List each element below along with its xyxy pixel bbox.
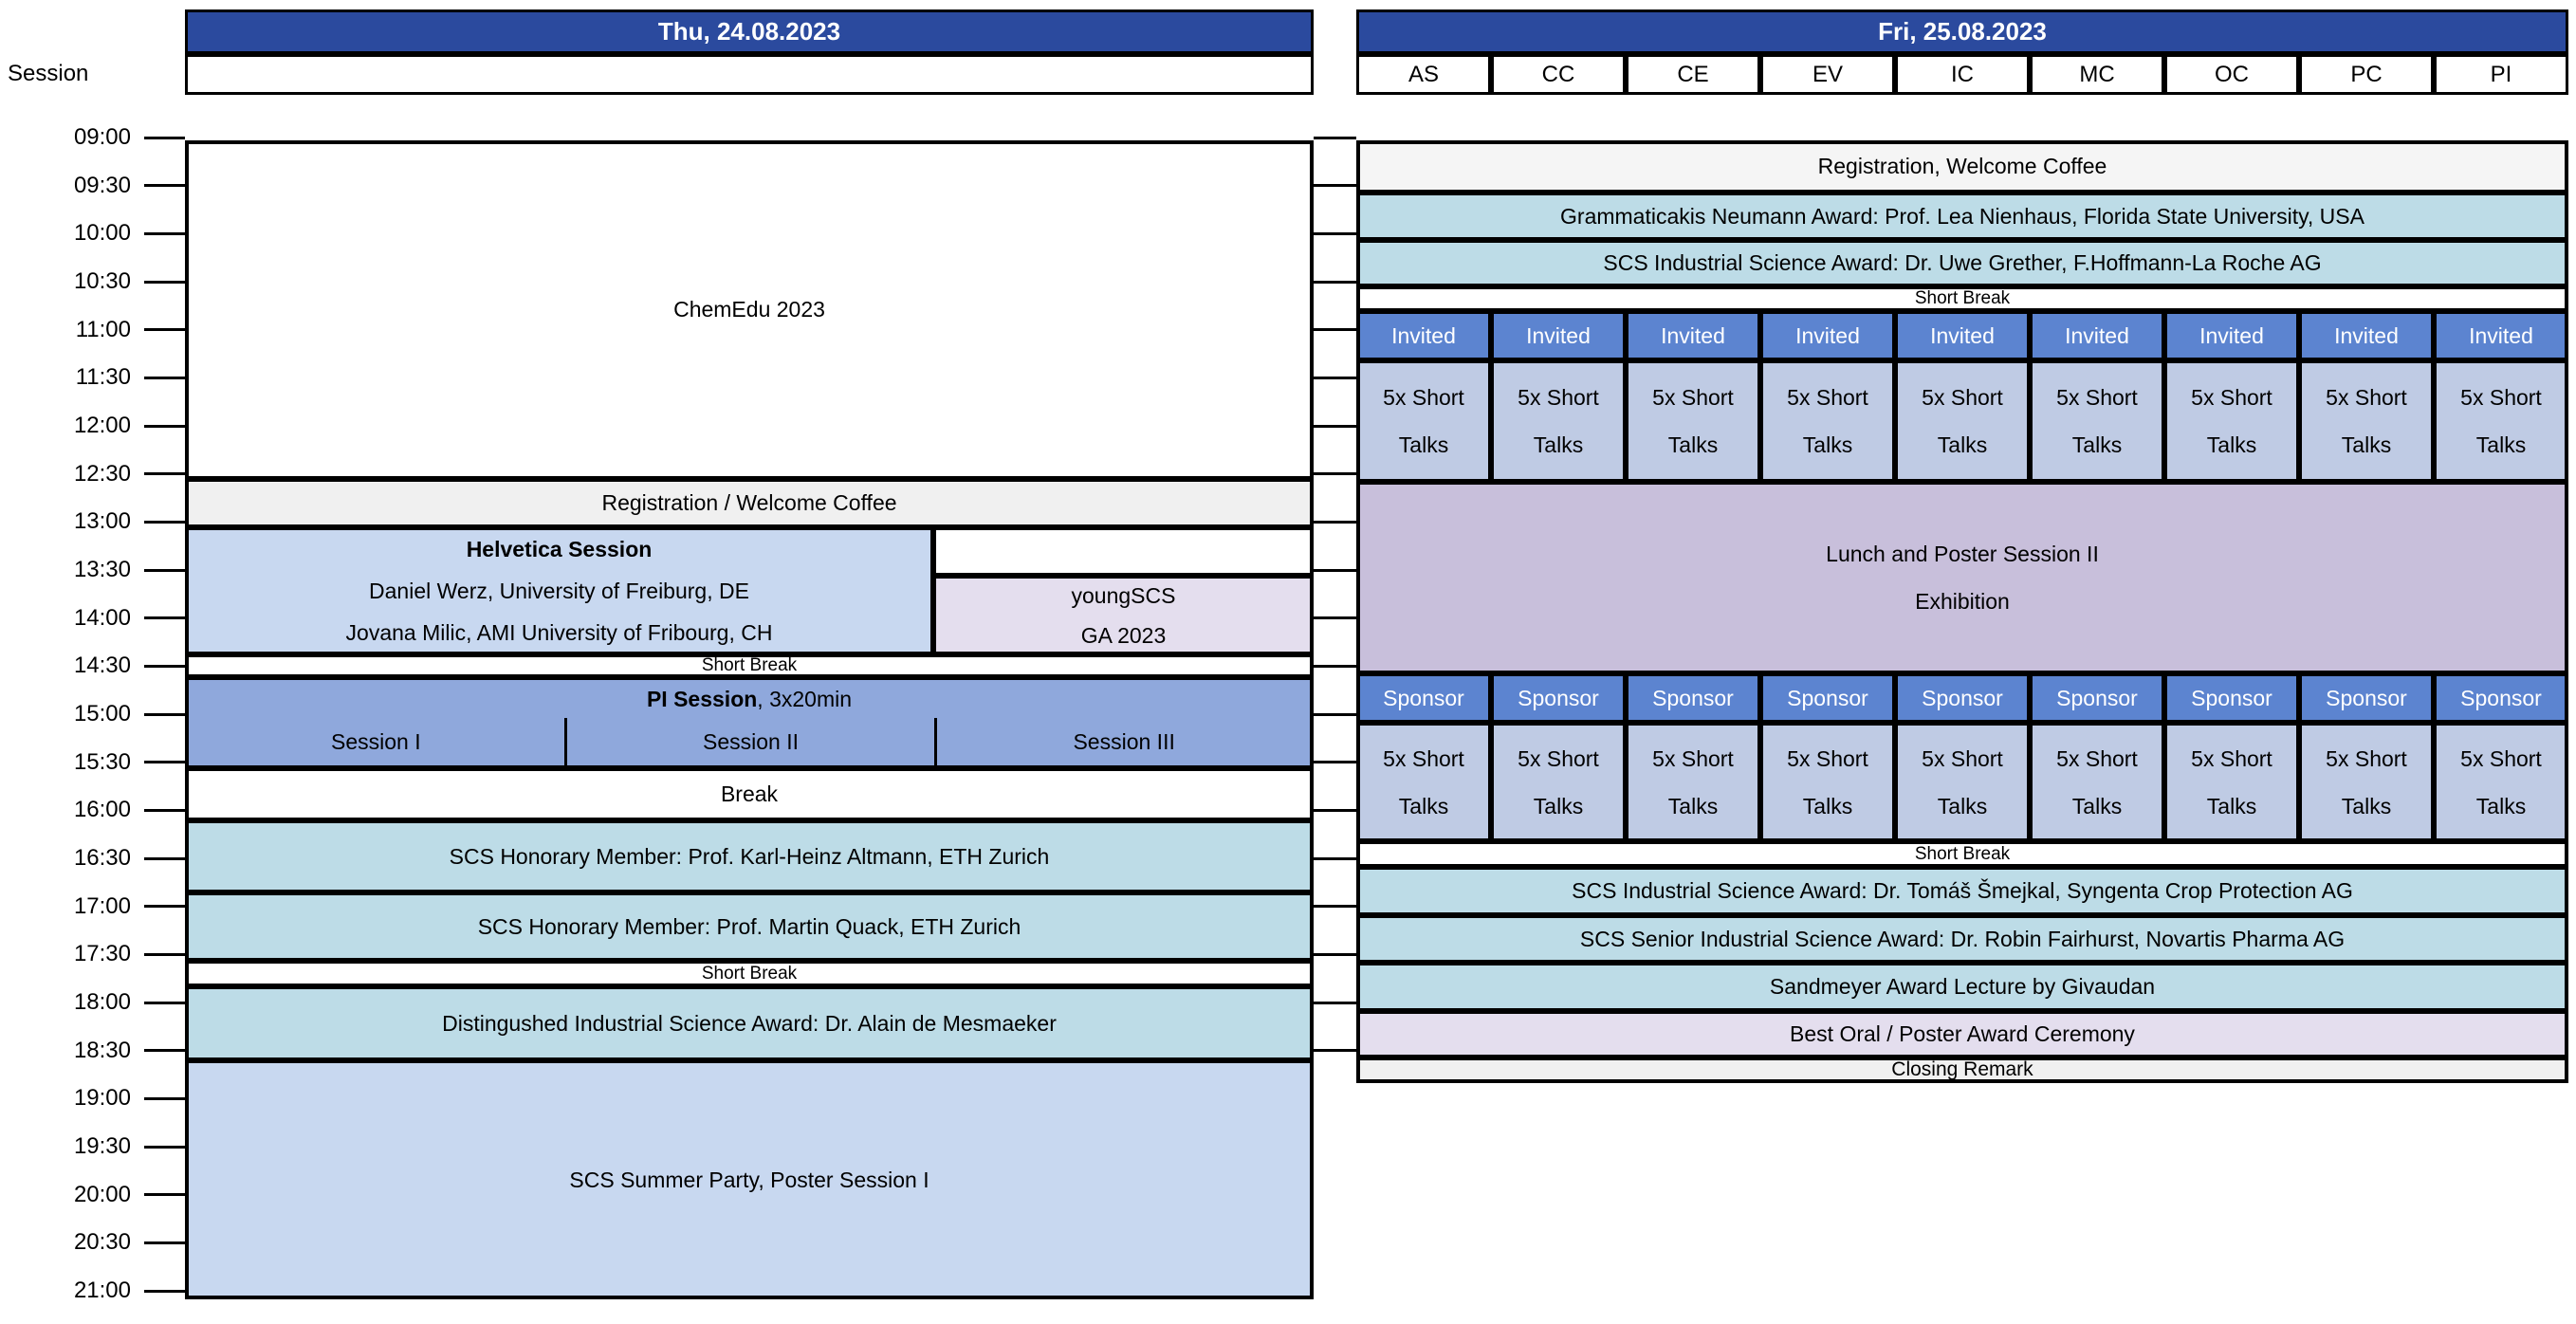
event-label: Talks <box>2071 432 2123 457</box>
event-label: Best Oral / Poster Award Ceremony <box>1790 1021 2135 1047</box>
tick-mark <box>144 377 185 379</box>
thursday-session-row <box>185 54 1314 95</box>
time-label: 13:30 <box>73 557 131 582</box>
time-label: 15:00 <box>73 701 131 726</box>
event-label: SCS Industrial Science Award: Dr. Uwe Grether, F.Hoffmann-La Roche AG <box>1603 250 2322 276</box>
pi-session-3: Session III <box>1073 728 1175 754</box>
event-block-distinguished-award <box>185 986 1314 1060</box>
event-label: Short Break <box>701 655 798 676</box>
event-label: Short Break <box>1914 843 2011 864</box>
event-block-invited-row-mc <box>2030 311 2164 360</box>
event-block-short-break-2 <box>1356 841 2568 867</box>
event-block-short-break-2 <box>185 961 1314 986</box>
gutter-tick-mark <box>1314 184 1356 187</box>
event-label: , 3x20min <box>757 687 853 711</box>
gutter-tick-mark <box>1314 761 1356 763</box>
tick-mark <box>144 328 185 331</box>
event-label: Lunch and Poster Session II <box>1826 542 2099 566</box>
event-block-short-talks-row-1-ic <box>1895 360 2030 482</box>
event-label: 5x Short <box>1922 745 2003 771</box>
event-label: Sponsor <box>1787 685 1868 710</box>
time-label: 12:00 <box>73 413 131 438</box>
event-label: 5x Short <box>2326 745 2407 771</box>
event-label: Talks <box>1398 793 1449 818</box>
event-label: Invited <box>1930 322 1995 348</box>
event-label: Short Break <box>1914 288 2011 309</box>
gutter-tick-mark <box>1314 377 1356 379</box>
event-block-helvetica-session <box>185 527 933 654</box>
gutter-tick-mark <box>1314 809 1356 812</box>
event-label: 5x Short <box>2056 745 2138 771</box>
gutter-tick-mark <box>1314 425 1356 428</box>
event-label: Registration / Welcome Coffee <box>601 490 897 516</box>
track-label: OC <box>2215 61 2249 87</box>
event-block-invited-row-ev <box>1760 311 1895 360</box>
event-label: Sponsor <box>1518 685 1599 710</box>
gutter-tick-mark <box>1314 1049 1356 1052</box>
gutter-tick-mark <box>1314 713 1356 716</box>
track-header-pc <box>2299 54 2434 95</box>
event-block-short-break-1 <box>185 654 1314 677</box>
event-block-sponsor-row-mc <box>2030 673 2164 723</box>
event-label: Distingushed Industrial Science Award: Dr. Alain de Mesmaeker <box>442 1010 1057 1036</box>
thursday-title: Thu, 24.08.2023 <box>657 17 841 46</box>
tick-mark <box>144 1241 185 1244</box>
event-block-short-talks-row-2-ce <box>1626 723 1760 841</box>
track-header-mc <box>2030 54 2164 95</box>
event-label: 5x Short <box>2460 385 2542 410</box>
event-label: SCS Honorary Member: Prof. Karl-Heinz Altmann, ETH Zurich <box>449 843 1050 869</box>
event-label: Sponsor <box>1922 685 2003 710</box>
time-label: 17:00 <box>73 892 131 919</box>
event-label: SCS Honorary Member: Prof. Martin Quack, ETH Zurich <box>477 913 1021 939</box>
event-label: PI Session <box>646 687 758 711</box>
track-label: AS <box>1408 61 1439 87</box>
event-block-sponsor-row-cc <box>1491 673 1626 723</box>
event-block-short-talks-row-1-mc <box>2030 360 2164 482</box>
thursday-header <box>185 9 1314 54</box>
tick-mark <box>144 1049 185 1052</box>
gutter-tick-mark <box>1314 137 1356 139</box>
tick-mark <box>144 184 185 187</box>
event-label: Closing Remark <box>1891 1058 2033 1081</box>
gutter-tick-mark <box>1314 472 1356 475</box>
track-header-cc <box>1491 54 1626 95</box>
event-block-scs-industrial-award-grether <box>1356 240 2568 286</box>
event-block-invited-row-ic <box>1895 311 2030 360</box>
tick-mark <box>144 1290 185 1293</box>
tick-mark <box>144 1097 185 1100</box>
event-label: 5x Short <box>1652 385 1734 410</box>
pi-session-1: Session I <box>331 728 421 754</box>
gutter-tick-mark <box>1314 281 1356 284</box>
event-block-short-talks-row-2-ev <box>1760 723 1895 841</box>
event-label: Sponsor <box>2191 685 2272 710</box>
event-block-short-talks-row-2-as <box>1356 723 1491 841</box>
tick-mark <box>144 953 185 956</box>
track-label: CE <box>1677 61 1709 87</box>
event-label: Talks <box>2071 793 2123 818</box>
event-block-honorary-quack <box>185 892 1314 961</box>
event-label: Grammaticakis Neumann Award: Prof. Lea Nienhaus, Florida State University, USA <box>1560 203 2364 229</box>
event-block-chemedu-2023 <box>185 140 1314 479</box>
event-label: Sponsor <box>2326 685 2407 710</box>
event-label: Talks <box>1533 793 1584 818</box>
gutter-tick-mark <box>1314 616 1356 619</box>
gutter-tick-mark <box>1314 328 1356 331</box>
gutter-tick-mark <box>1314 1002 1356 1004</box>
event-label: SCS Industrial Science Award: Dr. Tomáš Šmejkal, Syngenta Crop Protection AG <box>1572 878 2353 904</box>
event-label: 5x Short <box>1518 385 1599 410</box>
time-label: 14:30 <box>73 653 131 679</box>
tick-mark <box>144 1146 185 1149</box>
time-label: 12:30 <box>73 460 131 487</box>
track-label: IC <box>1951 61 1974 87</box>
tick-mark <box>144 857 185 860</box>
gutter-tick-mark <box>1314 569 1356 572</box>
tick-mark <box>144 713 185 716</box>
event-label: Invited <box>2469 322 2533 348</box>
event-label: 5x Short <box>1787 385 1868 410</box>
event-label: 5x Short <box>2191 385 2272 410</box>
event-label: Invited <box>2199 322 2264 348</box>
event-block-sponsor-row-as <box>1356 673 1491 723</box>
track-header-ic <box>1895 54 2030 95</box>
time-label: 19:30 <box>73 1133 131 1159</box>
event-label: Talks <box>1667 432 1719 457</box>
track-header-ce <box>1626 54 1760 95</box>
event-label: Sponsor <box>1383 685 1464 710</box>
event-block-short-talks-row-2-cc <box>1491 723 1626 841</box>
track-header-pi <box>2434 54 2568 95</box>
tick-mark <box>144 425 185 428</box>
event-block-registration-welcome-coffee <box>1356 140 2568 193</box>
event-label: Talks <box>2341 793 2392 818</box>
time-label: 14:00 <box>73 604 131 631</box>
event-label: ChemEdu 2023 <box>673 297 825 322</box>
event-label: Sponsor <box>2056 685 2138 710</box>
event-block-lunch-poster-session <box>1356 482 2568 673</box>
event-label: Talks <box>1802 432 1853 457</box>
event-label: 5x Short <box>1652 745 1734 771</box>
tick-mark <box>144 137 185 139</box>
event-block-short-talks-row-1-cc <box>1491 360 1626 482</box>
track-label: PC <box>2350 61 2383 87</box>
event-label: Short Break <box>701 963 798 984</box>
friday-header <box>1356 9 2568 54</box>
event-label: 5x Short <box>1383 385 1464 410</box>
time-label: 18:30 <box>73 1037 131 1063</box>
event-block-best-oral-poster-award <box>1356 1011 2568 1057</box>
event-label: Talks <box>1937 432 1988 457</box>
event-label: Helvetica Session <box>466 537 653 561</box>
event-label: Talks <box>2206 793 2257 818</box>
time-label: 16:30 <box>73 845 131 871</box>
gutter-tick-mark <box>1314 665 1356 668</box>
event-block-sponsor-row-ev <box>1760 673 1895 723</box>
tick-mark <box>144 1193 185 1196</box>
time-label: 10:00 <box>73 220 131 247</box>
event-block-honorary-altmann <box>185 820 1314 892</box>
event-block-short-talks-row-1-pi <box>2434 360 2568 482</box>
tick-mark <box>144 472 185 475</box>
time-label: 19:00 <box>73 1085 131 1112</box>
gutter-tick-mark <box>1314 521 1356 524</box>
time-label: 09:30 <box>73 172 131 198</box>
event-block-sponsor-row-ce <box>1626 673 1760 723</box>
session-row-label: Session <box>8 61 89 86</box>
event-label: Talks <box>2206 432 2257 457</box>
event-label: 5x Short <box>2191 745 2272 771</box>
event-block-registration-welcome-coffee <box>185 479 1314 527</box>
event-block-invited-row-as <box>1356 311 1491 360</box>
event-block-invited-row-ce <box>1626 311 1760 360</box>
event-block-grammaticakis-neumann-award <box>1356 193 2568 240</box>
track-label: MC <box>2079 61 2115 87</box>
event-block-sponsor-row-pi <box>2434 673 2568 723</box>
event-label: Invited <box>1661 322 1725 348</box>
event-label: Sandmeyer Award Lecture by Givaudan <box>1769 974 2156 1000</box>
event-block-invited-row-pi <box>2434 311 2568 360</box>
event-label: Talks <box>2341 432 2392 457</box>
event-block-short-talks-row-2-pi <box>2434 723 2568 841</box>
event-block-short-talks-row-1-oc <box>2164 360 2299 482</box>
track-label: CC <box>1541 61 1575 87</box>
event-block-short-talks-row-2-ic <box>1895 723 2030 841</box>
time-label: 10:30 <box>73 268 131 294</box>
event-block-empty-slot <box>933 527 1314 576</box>
event-label: Sponsor <box>1652 685 1734 710</box>
event-block-youngscs-ga-2023 <box>933 576 1314 654</box>
event-label: Invited <box>2334 322 2399 348</box>
event-label: Exhibition <box>1915 589 2010 614</box>
time-label: 17:30 <box>73 941 131 967</box>
event-label: 5x Short <box>1787 745 1868 771</box>
event-block-short-talks-row-2-oc <box>2164 723 2299 841</box>
time-label: 09:00 <box>73 124 131 150</box>
time-label: 21:00 <box>73 1278 131 1303</box>
tick-mark <box>144 232 185 235</box>
event-label: 5x Short <box>1922 385 2003 410</box>
tick-mark <box>144 521 185 524</box>
event-label: Invited <box>1795 322 1860 348</box>
event-label: 5x Short <box>2056 385 2138 410</box>
tick-mark <box>144 761 185 763</box>
event-block-sponsor-row-oc <box>2164 673 2299 723</box>
event-label: Talks <box>1802 793 1853 818</box>
event-label: Daniel Werz, University of Freiburg, DE <box>369 579 749 603</box>
time-label: 18:00 <box>73 989 131 1015</box>
tick-mark <box>144 809 185 812</box>
event-block-closing-remark <box>1356 1057 2568 1083</box>
event-label: Invited <box>2065 322 2129 348</box>
event-block-sandmeyer-award <box>1356 963 2568 1011</box>
event-block-short-break-1 <box>1356 286 2568 311</box>
event-label: Invited <box>1526 322 1591 348</box>
event-block-pi-session <box>185 677 1314 768</box>
tick-mark <box>144 665 185 668</box>
event-block-short-talks-row-1-as <box>1356 360 1491 482</box>
time-label: 20:30 <box>73 1229 131 1256</box>
event-label: Sponsor <box>2460 685 2542 710</box>
event-block-invited-row-cc <box>1491 311 1626 360</box>
event-label: Invited <box>1391 322 1456 348</box>
event-label: youngSCS <box>1071 582 1176 608</box>
event-block-scs-industrial-award-smejkal <box>1356 867 2568 915</box>
event-label: Talks <box>1398 432 1449 457</box>
event-block-scs-senior-industrial-award <box>1356 915 2568 963</box>
gutter-tick-mark <box>1314 232 1356 235</box>
track-header-oc <box>2164 54 2299 95</box>
time-label: 20:00 <box>73 1181 131 1207</box>
event-label: Registration, Welcome Coffee <box>1817 154 2107 179</box>
event-label: Talks <box>2475 793 2527 818</box>
event-block-invited-row-pc <box>2299 311 2434 360</box>
event-block-short-talks-row-1-ev <box>1760 360 1895 482</box>
gutter-tick-mark <box>1314 905 1356 908</box>
event-block-sponsor-row-pc <box>2299 673 2434 723</box>
event-label: GA 2023 <box>1080 622 1167 648</box>
event-label: Jovana Milic, AMI University of Fribourg, CH <box>345 620 773 645</box>
event-block-short-talks-row-2-mc <box>2030 723 2164 841</box>
event-label: Talks <box>1937 793 1988 818</box>
friday-title: Fri, 25.08.2023 <box>1878 17 2047 46</box>
event-block-break <box>185 768 1314 820</box>
tick-mark <box>144 1002 185 1004</box>
event-label: Talks <box>1533 432 1584 457</box>
tick-mark <box>144 616 185 619</box>
track-label: EV <box>1812 61 1843 87</box>
event-block-invited-row-oc <box>2164 311 2299 360</box>
tick-mark <box>144 569 185 572</box>
time-label: 16:00 <box>73 797 131 823</box>
time-label: 11:00 <box>75 316 131 342</box>
event-label: 5x Short <box>2460 745 2542 771</box>
event-block-short-talks-row-1-pc <box>2299 360 2434 482</box>
time-label: 15:30 <box>73 748 131 775</box>
event-label: 5x Short <box>1383 745 1464 771</box>
pi-session-2: Session II <box>703 728 799 754</box>
event-block-short-talks-row-2-pc <box>2299 723 2434 841</box>
event-label: 5x Short <box>2326 385 2407 410</box>
track-label: PI <box>2490 61 2512 87</box>
gutter-tick-mark <box>1314 857 1356 860</box>
time-label: 11:30 <box>75 364 131 391</box>
event-label: SCS Summer Party, Poster Session I <box>569 1167 929 1192</box>
track-header-ev <box>1760 54 1895 95</box>
tick-mark <box>144 281 185 284</box>
event-label: Break <box>720 782 779 807</box>
time-label: 13:00 <box>73 508 131 535</box>
event-label: 5x Short <box>1518 745 1599 771</box>
event-label: Talks <box>2475 432 2527 457</box>
event-label: SCS Senior Industrial Science Award: Dr. Robin Fairhurst, Novartis Pharma AG <box>1579 926 2346 951</box>
event-block-summer-party <box>185 1060 1314 1299</box>
event-block-sponsor-row-ic <box>1895 673 2030 723</box>
event-block-short-talks-row-1-ce <box>1626 360 1760 482</box>
gutter-tick-mark <box>1314 953 1356 956</box>
tick-mark <box>144 905 185 908</box>
event-label: Talks <box>1667 793 1719 818</box>
track-header-as <box>1356 54 1491 95</box>
